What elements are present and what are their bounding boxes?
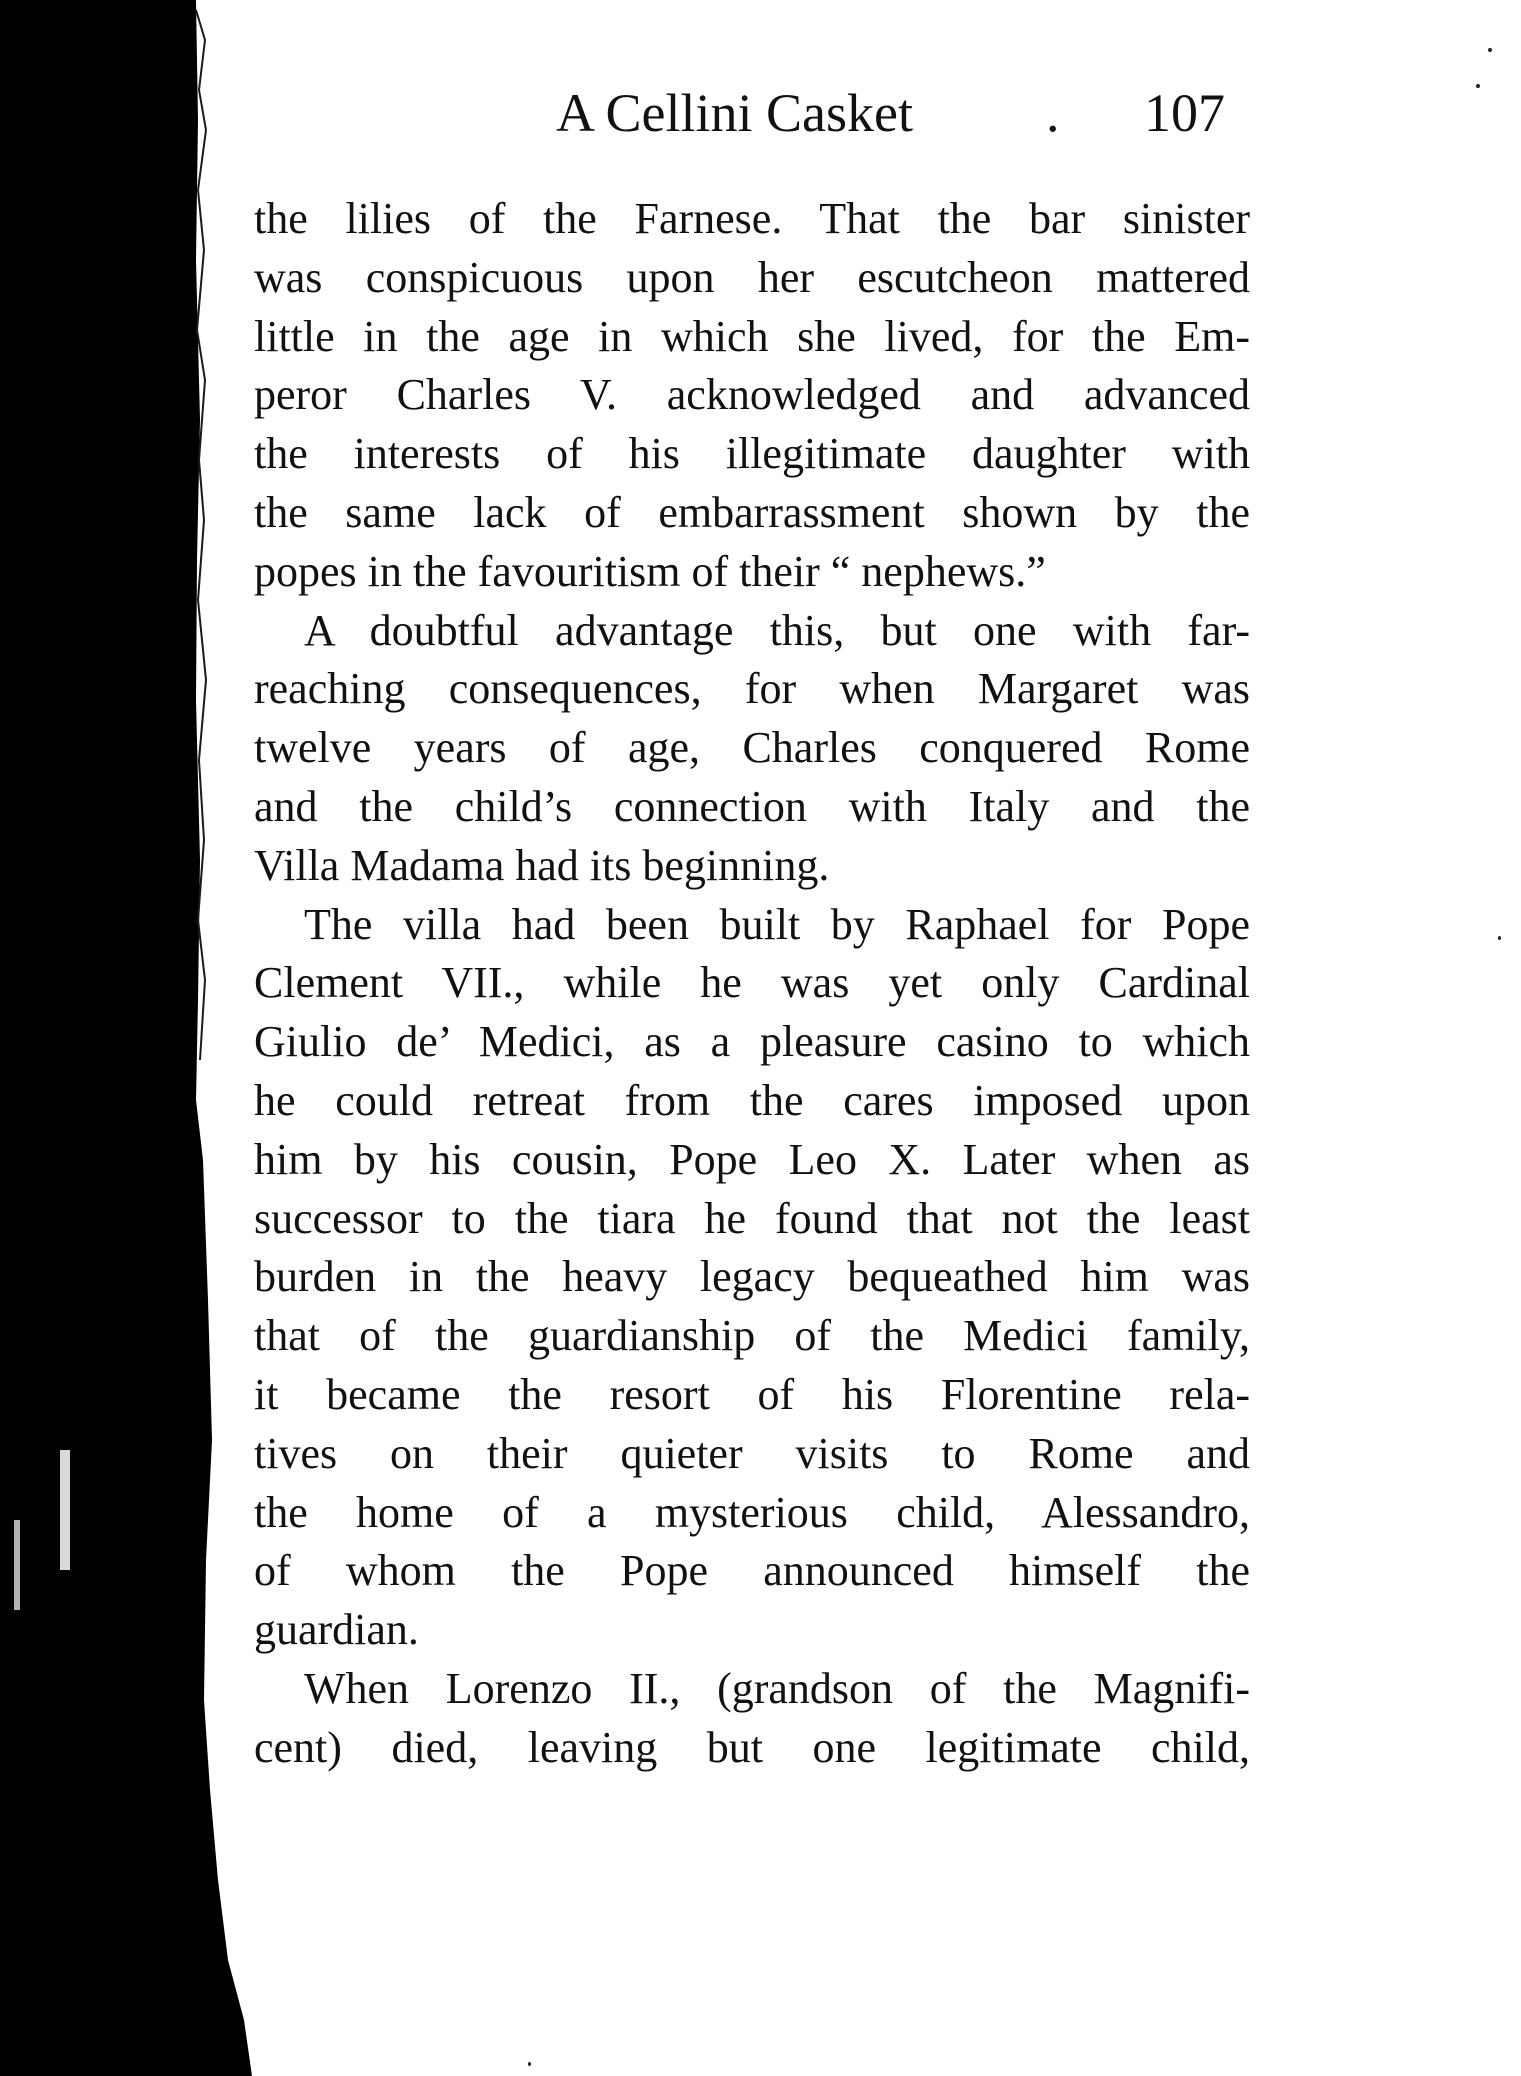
scan-speck (1476, 84, 1480, 88)
text-line: peror Charles V. acknowledged and advanced (254, 370, 1250, 420)
paragraph-start: When Lorenzo II., (grandson of the Magnifi- (304, 1663, 1250, 1713)
scan-speck (1488, 48, 1492, 52)
text-line: popes in the favouritism of their “ nephews.” (254, 546, 1046, 596)
text-line: and the child’s connection with Italy and the (254, 781, 1250, 831)
running-header (556, 78, 1236, 148)
text-line: was conspicuous upon her escutcheon mattered (254, 252, 1250, 302)
text-line: him by his cousin, Pope Leo X. Later when as (254, 1134, 1250, 1184)
text-line: successor to the tiara he found that not the least (254, 1193, 1250, 1243)
text-line: little in the age in which she lived, for the Em- (254, 311, 1250, 361)
scan-speck (1498, 936, 1501, 940)
paragraph-start: The villa had been built by Raphael for Pope (304, 899, 1250, 949)
text-line: the lilies of the Farnese. That the bar sinister (254, 194, 1250, 243)
paragraph-start: A doubtful advantage this, but one with far- (304, 605, 1250, 655)
text-line: of whom the Pope announced himself the (254, 1546, 1250, 1596)
text-line: Villa Madama had its beginning. (254, 840, 830, 890)
text-line: burden in the heavy legacy bequeathed him was (254, 1252, 1250, 1302)
text-line: guardian. (254, 1605, 419, 1655)
text-line: Giulio de’ Medici, as a pleasure casino to which (254, 1017, 1250, 1067)
dark-scan-margin (0, 0, 260, 2076)
text-line: the same lack of embarrassment shown by the (254, 487, 1250, 537)
text-line: the interests of his illegitimate daughter with (254, 429, 1250, 479)
header-dot: . (1046, 83, 1060, 143)
text-line: tives on their quieter visits to Rome and (254, 1428, 1250, 1478)
text-line: Clement VII., while he was yet only Cardinal (254, 958, 1250, 1008)
text-line: cent) died, leaving but one legitimate child, (254, 1722, 1250, 1772)
text-line: it became the resort of his Florentine rela- (254, 1369, 1250, 1419)
page-body (254, 190, 1250, 1778)
text-line: that of the guardianship of the Medici family, (254, 1311, 1250, 1361)
page-number: 107 (1144, 83, 1225, 143)
running-title: A Cellini Casket (556, 83, 913, 143)
text-line: the home of a mysterious child, Alessandro, (254, 1487, 1250, 1537)
text-line: he could retreat from the cares imposed upon (254, 1075, 1250, 1125)
text-line: reaching consequences, for when Margaret was (254, 664, 1250, 714)
scan-speck (528, 2062, 531, 2066)
text-line: twelve years of age, Charles conquered Rome (254, 723, 1250, 773)
